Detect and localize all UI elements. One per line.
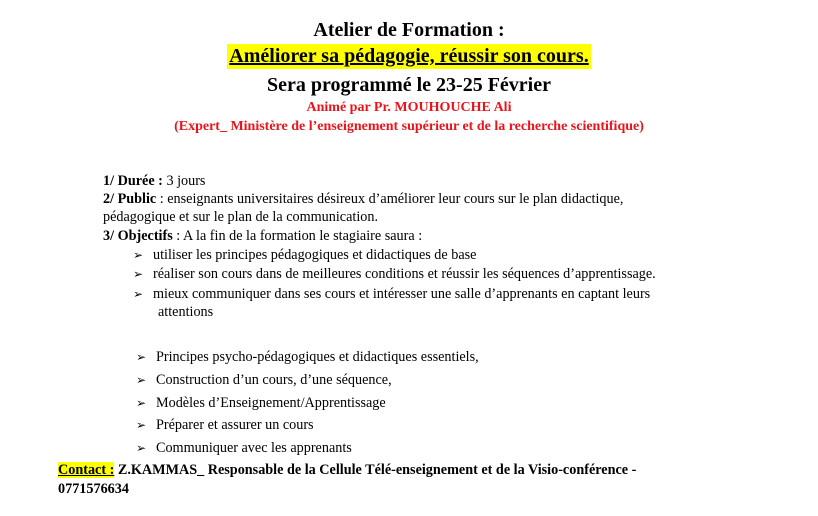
program-item [136,418,314,432]
duration-line [103,174,205,188]
program-text: Construction d’un cours, d’une séquence, [156,372,392,388]
arrow-bullet-icon: ➢ [133,287,144,301]
objectives-value: : A la fin de la formation le stagiaire saura : [172,228,423,244]
page-subtitle: Améliorer sa pédagogie, réussir son cours. [229,45,589,67]
arrow-bullet-icon: ➢ [133,267,144,281]
contact-line [58,463,636,477]
objectives-line [103,229,422,243]
arrow-bullet-icon: ➢ [136,396,147,410]
program-item [136,350,479,364]
arrow-bullet-icon: ➢ [136,350,147,364]
program-item [136,441,352,455]
duration-label: 1/ Durée : [103,173,163,189]
objective-text: utiliser les principes pédagogiques et didactiques de base [153,247,477,263]
objective-item [133,267,656,281]
subtitle-container [0,46,818,66]
arrow-bullet-icon: ➢ [133,248,144,262]
program-text: Principes psycho-pédagogiques et didactiques essentiels, [156,349,479,365]
program-text: Communiquer avec les apprenants [156,440,352,456]
objective-continuation: attentions [158,304,214,320]
arrow-bullet-icon: ➢ [136,418,147,432]
duration-value: 3 jours [162,173,206,189]
program-item [136,373,392,387]
expert-line: (Expert_ Ministère de l’enseignement supérieur et de la recherche scientifique) [174,119,644,134]
arrow-bullet-icon: ➢ [136,373,147,387]
public-line-2: pédagogique et sur le plan de la communication. [103,209,378,225]
objective-text: réaliser son cours dans de meilleures conditions et réussir les séquences d’apprentissage. [153,266,656,282]
public-value-1: : enseignants universitaires désireux d’améliorer leur cours sur le plan didactique, [156,191,624,207]
public-label: 2/ Public [103,191,157,207]
arrow-bullet-icon: ➢ [136,441,147,455]
program-item [136,396,386,410]
public-line-1 [103,192,623,206]
objective-text: mieux communiquer dans ses cours et intéresser une salle d’apprenants en captant leurs [153,286,651,302]
contact-phone: 0771576634 [58,481,129,497]
contact-label: Contact : [58,462,115,478]
objectives-label: 3/ Objectifs [103,228,173,244]
program-text: Modèles d’Enseignement/Apprentissage [156,395,386,411]
animator-line: Animé par Pr. MOUHOUCHE Ali [306,100,512,115]
page-title: Atelier de Formation : [313,19,505,41]
contact-text: Z.KAMMAS_ Responsable de la Cellule Télé-enseignement et de la Visio-conférence - [114,462,637,478]
objective-item [133,287,650,301]
objective-item [133,248,476,262]
program-text: Préparer et assurer un cours [156,417,314,433]
schedule-line: Sera programmé le 23-25 Février [267,74,551,96]
